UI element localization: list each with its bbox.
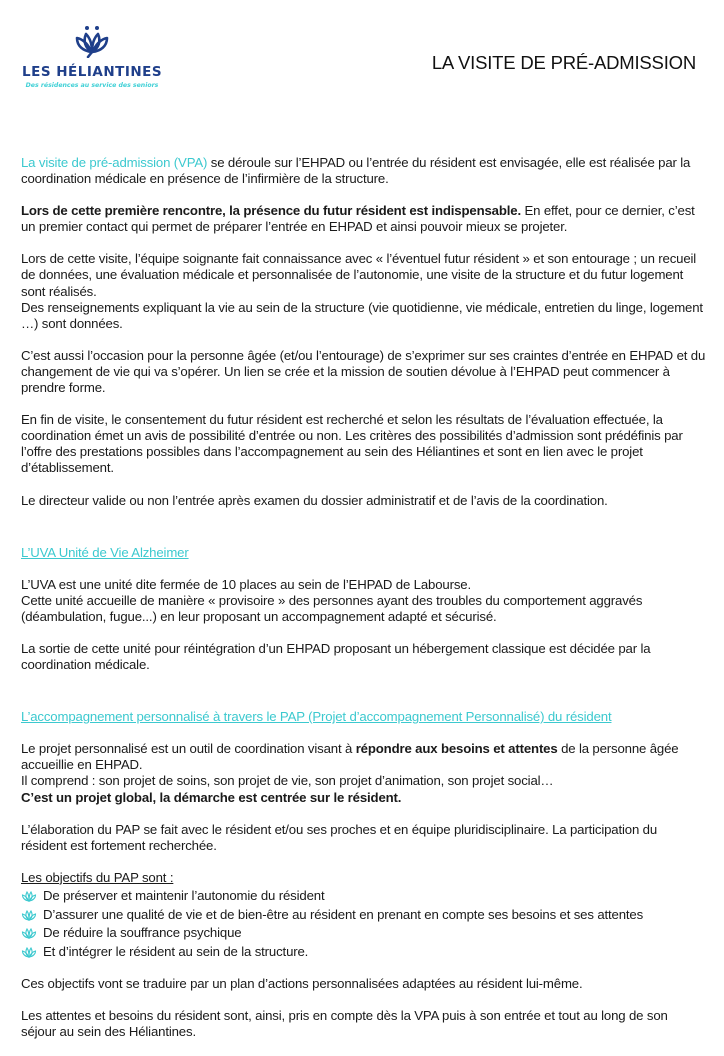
objective-item <box>21 944 706 960</box>
pap-objectives-title: Les objectifs du PAP sont : <box>21 869 174 885</box>
vpa-visit-line1: Lors de cette visite, l’équipe soignante fait connaissance avec « l’éventuel futur résident » et son entourage ; un recueil de données, une évaluation médicale et personnalisée de l’autonomie, une visite de la structure et du futur logement sont réalisés. <box>21 251 697 299</box>
pap-objectives-list <box>21 888 706 960</box>
objective-item <box>21 925 706 941</box>
pap-elaboration-paragraph: L’élaboration du PAP se fait avec le résident et/ou ses proches et en équipe pluridisciplinaire. La participation du résident est fortement recherchée. <box>21 821 658 853</box>
pap-intro-paragraph <box>21 741 706 805</box>
uva-heading: L’UVA Unité de Vie Alzheimer <box>21 544 189 560</box>
pap-actions-paragraph: Ces objectifs vont se traduire par un plan d’actions personnalisées adaptées au résident lui-même. <box>21 975 583 991</box>
pap-intro-line2: Il comprend : son projet de soins, son projet de vie, son projet d’animation, son projet social… <box>21 773 554 789</box>
vpa-intro-text: se déroule sur l’EHPAD ou l’entrée du résident est envisagée, elle est réalisée par la coordination médicale en présence de l’infirmière de la structure. <box>21 155 691 187</box>
vpa-highlight: La visite de pré-admission (VPA) <box>21 155 208 170</box>
vpa-presence-bold: Lors de cette première rencontre, la présence du futur résident est indispensable. <box>21 203 521 219</box>
pap-intro-bold: répondre aux besoins et attentes <box>355 741 558 757</box>
lotus-bullet-icon <box>21 889 37 903</box>
page-title: LA VISITE DE PRÉ-ADMISSION <box>431 52 696 73</box>
lotus-bullet-icon <box>21 908 37 922</box>
vpa-consent-paragraph: En fin de visite, le consentement du futur résident est recherché et selon les résultats de l’évaluation effectuée, la coordination émet un avis de possibilité d’entrée ou non. Les critères des possibilités d’admission sont prédéfinis par l’offre des prestations possibles dans l’accompagnement au sein des Héliantines et sont en lien avec le projet d’établissement. <box>21 412 683 476</box>
pap-closing-paragraph: Les attentes et besoins du résident sont, ainsi, pris en compte dès la VPA puis à son entrée et tout au long de son séjour au sein des Héliantines. <box>21 1007 668 1039</box>
uva-line2: Cette unité accueille de manière « provisoire » des personnes ayant des troubles du comportement aggravés (déambulation, fugue...) en leur proposant un accompagnement adapté et sécurisé. <box>21 592 643 624</box>
objective-item <box>21 888 706 904</box>
brand-logo <box>22 24 162 89</box>
uva-line1: L’UVA est une unité dite fermée de 10 places au sein de l’EHPAD de Labourse. <box>21 576 471 592</box>
lotus-bullet-icon <box>21 926 37 940</box>
vpa-visit-line2: Des renseignements expliquant la vie au sein de la structure (vie quotidienne, vie médicale, entretien du linge, logement …) sont données. <box>21 299 703 331</box>
vpa-visit-paragraph <box>21 251 706 331</box>
vpa-presence-paragraph <box>21 203 706 235</box>
objective-text: De réduire la souffrance psychique <box>43 925 242 941</box>
vpa-intro-paragraph <box>21 155 706 187</box>
vpa-director-paragraph: Le directeur valide ou non l’entrée après examen du dossier administratif et de l’avis de la coordination. <box>21 492 608 508</box>
lotus-flower-icon <box>74 24 110 58</box>
lotus-bullet-icon <box>21 945 37 959</box>
vpa-occasion-paragraph: C’est aussi l’occasion pour la personne âgée (et/ou l’entourage) de s’exprimer sur ses craintes d’entrée en EHPAD et du changement de vie qui va s’opérer. Un lien se crée et la mission de soutien dévolue à l’EHPAD peut commencer à prendre forme. <box>21 347 706 396</box>
uva-exit-paragraph: La sortie de cette unité pour réintégration d’un EHPAD proposant un hébergement classique est décidée par la coordination médicale. <box>21 640 651 673</box>
uva-description-paragraph <box>21 577 706 625</box>
objective-item <box>21 907 706 923</box>
document-body <box>21 155 706 1056</box>
brand-name: LES HÉLIANTINES <box>22 64 163 80</box>
objective-text: De préserver et maintenir l’autonomie du résident <box>43 887 325 903</box>
objective-text: D’assurer une qualité de vie et de bien-être au résident en prenant en compte ses besoins et ses attentes <box>43 906 644 922</box>
pap-heading: L’accompagnement personnalisé à travers le PAP (Projet d’accompagnement Personnalisé) du résident <box>21 709 612 725</box>
brand-tagline: Des résidences au service des seniors <box>25 82 159 89</box>
pap-intro-start: Le projet personnalisé est un outil de coordination visant à <box>21 741 356 757</box>
pap-intro-line3: C’est un projet global, la démarche est centrée sur le résident. <box>21 789 402 805</box>
vpa-presence-text: En effet, pour ce dernier, c’est un premier contact qui permet de préparer l’entrée en EHPAD et ainsi pouvoir mieux se projeter. <box>21 203 695 235</box>
objective-text: Et d’intégrer le résident au sein de la structure. <box>43 943 309 959</box>
pap-intro-end: de la personne âgée accueillie en EHPAD. <box>21 741 679 773</box>
